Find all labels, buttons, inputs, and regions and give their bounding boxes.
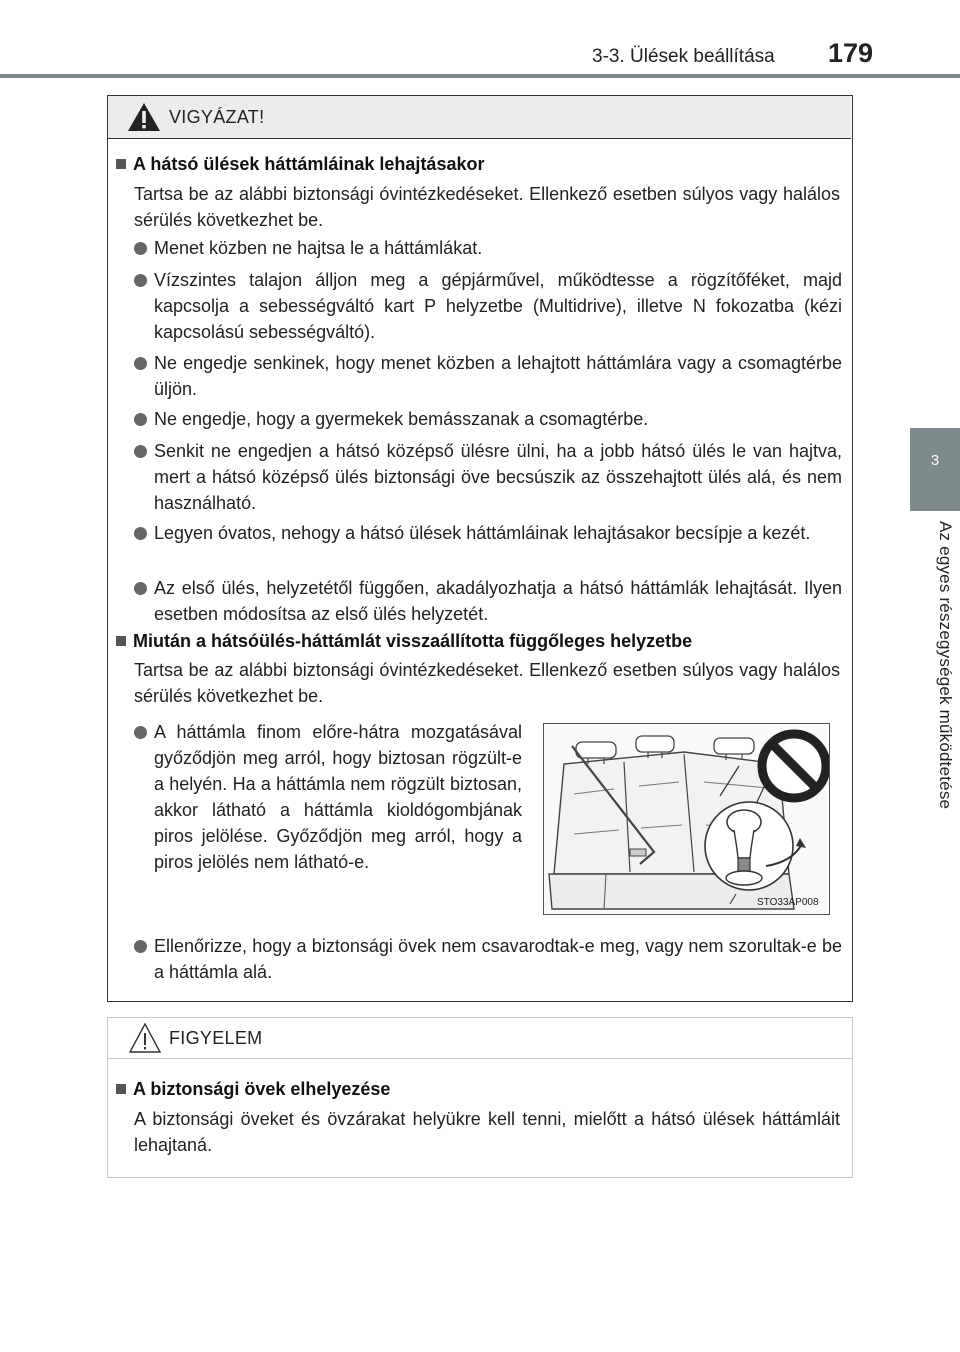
- list-item: Vízszintes talajon álljon meg a gépjárművel, működtesse a rögzítőféket, majd kapcsolja a sebességváltó kart P helyzetbe (Multidrive), illetve N fokozatba (kézi kapcsolású sebességváltó).: [154, 270, 842, 342]
- section-intro: Tartsa be az alábbi biztonsági óvintézkedéseket. Ellenkező esetben súlyos vagy halálos sérülés következhet be.: [134, 660, 840, 706]
- chapter-number: 3: [930, 452, 940, 469]
- seat-release-illustration: [543, 723, 830, 915]
- bullet-dot-icon: [134, 445, 147, 458]
- rear-seat-illustration: [544, 724, 829, 914]
- warning-triangle-icon: [127, 102, 161, 132]
- bullet-dot-icon: [134, 242, 147, 255]
- notice-header: [108, 1018, 852, 1059]
- section-heading: A hátsó ülések háttámláinak lehajtásakor: [116, 154, 484, 175]
- chapter-title-tab: [910, 511, 960, 851]
- square-bullet-icon: [116, 1084, 126, 1094]
- chapter-title: Az egyes részegységek működtetése: [936, 521, 955, 810]
- section-title: 3-3. Ülések beállítása: [592, 46, 775, 67]
- notice-heading: A biztonsági övek elhelyezése: [116, 1079, 390, 1100]
- list-item: Ellenőrizze, hogy a biztonsági övek nem csavarodtak-e meg, vagy nem szorultak-e be a háttámla alá.: [154, 936, 842, 982]
- page-number: 179: [828, 38, 874, 68]
- list-item: Az első ülés, helyzetétől függően, akadályozhatja a hátsó háttámlák lehajtását. Ilyen esetben módosítsa az első ülés helyzetét.: [154, 578, 842, 624]
- list-item: Menet közben ne hajtsa le a háttámlákat.: [154, 238, 483, 258]
- section-heading: Miután a hátsóülés-háttámlát visszaállította függőleges helyzetbe: [116, 631, 692, 652]
- bullet-dot-icon: [134, 413, 147, 426]
- list-item: Ne engedje, hogy a gyermekek bemásszanak a csomagtérbe.: [154, 409, 649, 429]
- image-code: STO33AP008: [757, 897, 819, 908]
- list-item: A háttámla finom előre-hátra mozgatásával győződjön meg arról, hogy biztosan rögzült-e a helyén. Ha a háttámla nem rögzült biztosan, akkor látható a háttámla kioldógombjának piros jelölése. Győződjön meg arról, hogy a piros jelölés nem látható-e.: [154, 722, 522, 872]
- caution-triangle-icon: [128, 1022, 162, 1054]
- list-item: Legyen óvatos, nehogy a hátsó ülések háttámláinak lehajtásakor becsípje a kezét.: [154, 523, 811, 543]
- bullet-dot-icon: [134, 357, 147, 370]
- bullet-dot-icon: [134, 274, 147, 287]
- section-intro: Tartsa be az alábbi biztonsági óvintézkedéseket. Ellenkező esetben súlyos vagy halálos sérülés következhet be.: [134, 184, 840, 230]
- square-bullet-icon: [116, 159, 126, 169]
- notice-title: FIGYELEM: [169, 1028, 263, 1048]
- bullet-dot-icon: [134, 940, 147, 953]
- notice-box: [107, 1017, 853, 1178]
- page-header: [0, 0, 960, 80]
- list-item: Ne engedje senkinek, hogy menet közben a lehajtott háttámlára vagy a csomagtérbe üljön.: [154, 353, 842, 399]
- header-divider: [0, 74, 960, 78]
- list-item: Senkit ne engedjen a hátsó középső ülésre ülni, ha a jobb hátsó ülés le van hajtva, mert a hátsó középső ülés biztonsági öve becsúszik az összehajtott ülés alá, és nem használható.: [154, 441, 842, 513]
- bullet-dot-icon: [134, 726, 147, 739]
- bullet-dot-icon: [134, 527, 147, 540]
- bullet-dot-icon: [134, 582, 147, 595]
- chapter-tab[interactable]: [910, 428, 960, 511]
- notice-text: A biztonsági öveket és övzárakat helyükre kell tenni, mielőtt a hátsó ülések háttámláit lehajtaná.: [134, 1109, 840, 1155]
- square-bullet-icon: [116, 636, 126, 646]
- warning-title: VIGYÁZAT!: [169, 107, 265, 127]
- warning-header: [108, 96, 851, 139]
